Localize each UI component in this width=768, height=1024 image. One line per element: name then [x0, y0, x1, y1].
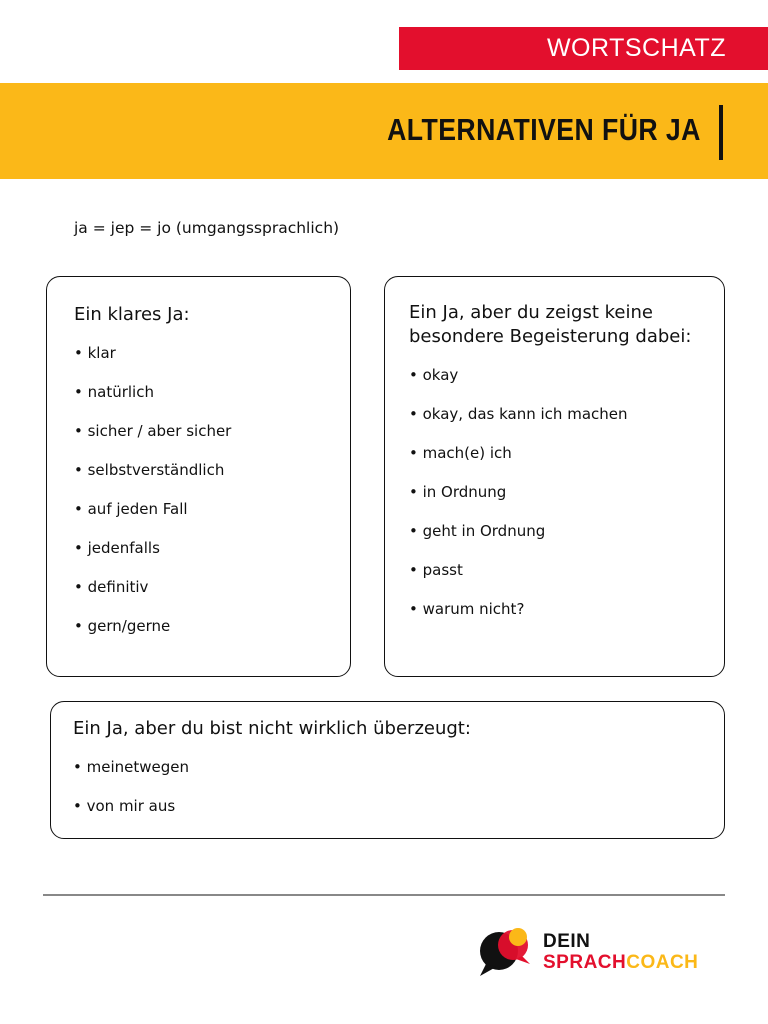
list-item: • warum nicht? — [409, 600, 525, 618]
card-heading: Ein klares Ja: — [74, 304, 190, 325]
list-item: • okay, das kann ich machen — [409, 405, 628, 423]
list-item: • mach(e) ich — [409, 444, 512, 462]
card-heading: Ein Ja, aber du bist nicht wirklich überzeugt: — [73, 718, 471, 739]
card-unconvinced-yes — [50, 701, 725, 839]
word-list — [409, 365, 724, 638]
list-item: • jedenfalls — [74, 539, 160, 557]
word-list — [73, 757, 724, 835]
list-item: • gern/gerne — [74, 617, 171, 635]
list-item: • in Ordnung — [409, 483, 507, 501]
intro-line: ja = jep = jo (umgangssprachlich) — [74, 219, 340, 237]
list-item: • auf jeden Fall — [74, 500, 188, 518]
list-item: • klar — [74, 344, 116, 362]
list-item: • meinetwegen — [73, 758, 189, 776]
list-item: • okay — [409, 366, 459, 384]
page-title: ALTERNATIVEN FÜR JA — [387, 112, 701, 147]
category-tag — [399, 27, 768, 70]
list-item: • sicher / aber sicher — [74, 422, 232, 440]
logo-line2a: SPRACH — [543, 952, 627, 973]
category-tag-label: WORTSCHATZ — [546, 34, 726, 62]
list-item: • selbstverständlich — [74, 461, 225, 479]
brand-logo-text — [543, 931, 698, 973]
list-item: • definitiv — [74, 578, 149, 596]
footer-divider — [43, 894, 725, 896]
word-list — [74, 343, 350, 655]
title-accent-bar — [719, 105, 723, 160]
list-item: • passt — [409, 561, 463, 579]
logo-line2b: COACH — [626, 952, 699, 973]
card-clear-yes — [46, 276, 351, 677]
list-item: • geht in Ordnung — [409, 522, 546, 540]
card-unenthusiastic-yes — [384, 276, 725, 677]
speech-bubble-logo-icon — [472, 920, 536, 980]
list-item: • natürlich — [74, 383, 154, 401]
logo-line1: DEIN — [543, 931, 591, 952]
list-item: • von mir aus — [73, 797, 176, 815]
card-heading: Ein Ja, aber du zeigst keine besondere Begeisterung dabei: — [409, 302, 692, 347]
